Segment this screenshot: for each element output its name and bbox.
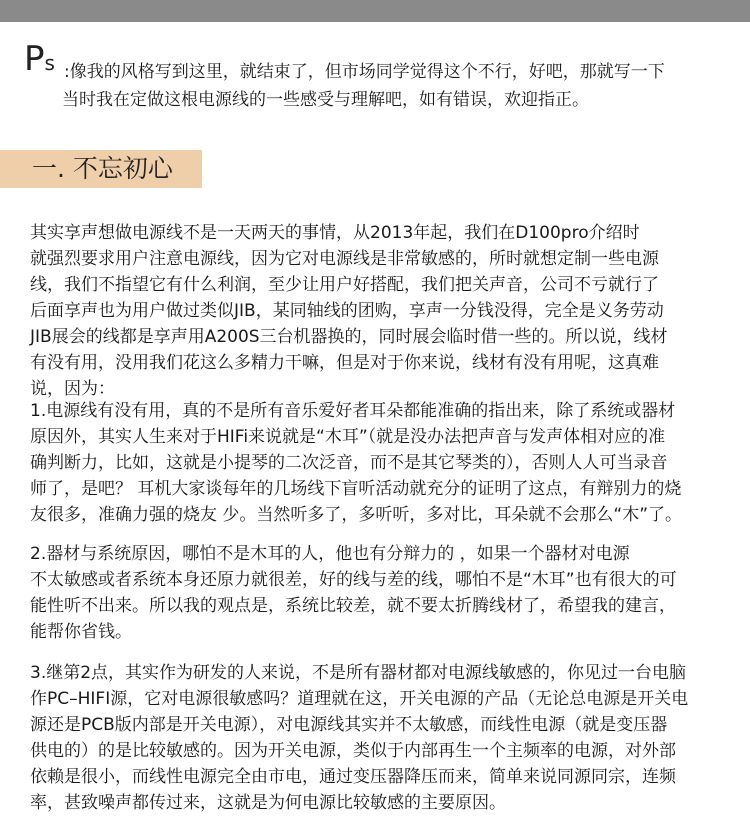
paragraph-line: JIB展会的线都是享声用A200S三台机器换的，同时展会临时借一些的。所以说，线材 <box>30 327 668 347</box>
paragraph-line: 就强烈要求用户注意电源线，因为它对电源线是非常敏感的，所时就想定制一些电源 <box>30 249 659 269</box>
paragraph-line: 其实享声想做电源线不是一天两天的事情，从2013年起，我们在D100pro介绍时 <box>30 223 640 243</box>
paragraph-intro <box>30 220 740 402</box>
paragraph-line: 原因外，其实人生来对于HIFi来说就是“木耳”（就是没办法把声音与发声体相对应的准 <box>30 427 666 447</box>
ps-line: 当时我在定做这根电源线的一些感受与理解吧，如有错误，欢迎指正。 <box>62 90 589 110</box>
paragraph-line: 1.电源线有没有用，真的不是所有音乐爱好者耳朵都能准确的指出来，除了系统或器材 <box>30 401 676 421</box>
paragraph-line: 确判断力，比如，这就是小提琴的二次泛音，而不是其它琴类的），否则人人可当录音 <box>30 453 668 473</box>
paragraph-line: 能性听不出来。所以我的观点是，系统比较差，就不要太折腾线材了，希望我的建言， <box>30 596 676 616</box>
paragraph-line: 后面享声也为用户做过类似JIB，某同轴线的团购，享声一分钱没得，完全是义务劳动 <box>30 301 664 321</box>
section-header <box>0 150 202 188</box>
paragraph-line: 线，我们不指望它有什么利润，至少让用户好搭配，我们把关声音，公司不亏就行了 <box>30 275 659 295</box>
paragraph-line: 师了，是吧？ 耳机大家谈每年的几场线下盲听活动就充分的证明了这点，有辩别力的烧 <box>30 479 682 499</box>
paragraph-line: 友很多，准确力强的烧友 少。当然听多了，多听听，多对比，耳朵就不会那么“木”了。 <box>30 505 683 525</box>
paragraph-line: 作PC–HIFI源，它对电源很敏感吗？道理就在这，开关电源的产品（无论总电源是开关电 <box>30 689 689 709</box>
paragraph-line: 率，甚致噪声都传过来，这就是为何电源比较敏感的主要原因。 <box>30 793 506 813</box>
paragraph-point-1 <box>30 398 740 528</box>
paragraph-line: 依赖是很小，而线性电源完全由市电，通过变压器降压而来，简单来说同源同宗，连频 <box>30 767 676 787</box>
ps-line: :像我的风格写到这里，就结束了，但市场同学觉得这个不行，好吧，那就写一下 <box>64 62 665 82</box>
section-title: 一. 不忘初心 <box>32 154 173 183</box>
paragraph-line: 3.继第2点，其实作为研发的人来说，不是所有器材都对电源线敏感的，你见过一台电脑 <box>30 663 687 683</box>
paragraph-line: 源还是PCB版内部是开关电源），对电源线其实并不太敏感，而线性电源（就是变压器 <box>30 715 668 735</box>
paragraph-line: 不太敏感或者系统本身还原力就很差，好的线与差的线，哪怕不是“木耳”也有很大的可 <box>30 570 677 590</box>
paragraph-line: 能帮你省钱。 <box>30 622 132 642</box>
paragraph-point-2 <box>30 541 740 645</box>
ps-mark <box>24 39 55 80</box>
top-bar <box>0 0 750 22</box>
ps-mark-p: P <box>24 39 45 79</box>
paragraph-point-3 <box>30 660 740 816</box>
paragraph-line: 有没有用，没用我们花这么多精力干嘛，但是对于你来说，线材有没有用呢，这真难 <box>30 353 659 373</box>
paragraph-line: 说，因为： <box>30 379 115 399</box>
ps-mark-s: s <box>44 51 55 75</box>
paragraph-line: 供电的）的是比较敏感的。因为开关电源，类似于内部再生一个主频率的电源，对外部 <box>30 741 676 761</box>
paragraph-line: 2.器材与系统原因，哪怕不是木耳的人，他也有分辩力的 ，如果一个器材对电源 <box>30 544 630 564</box>
